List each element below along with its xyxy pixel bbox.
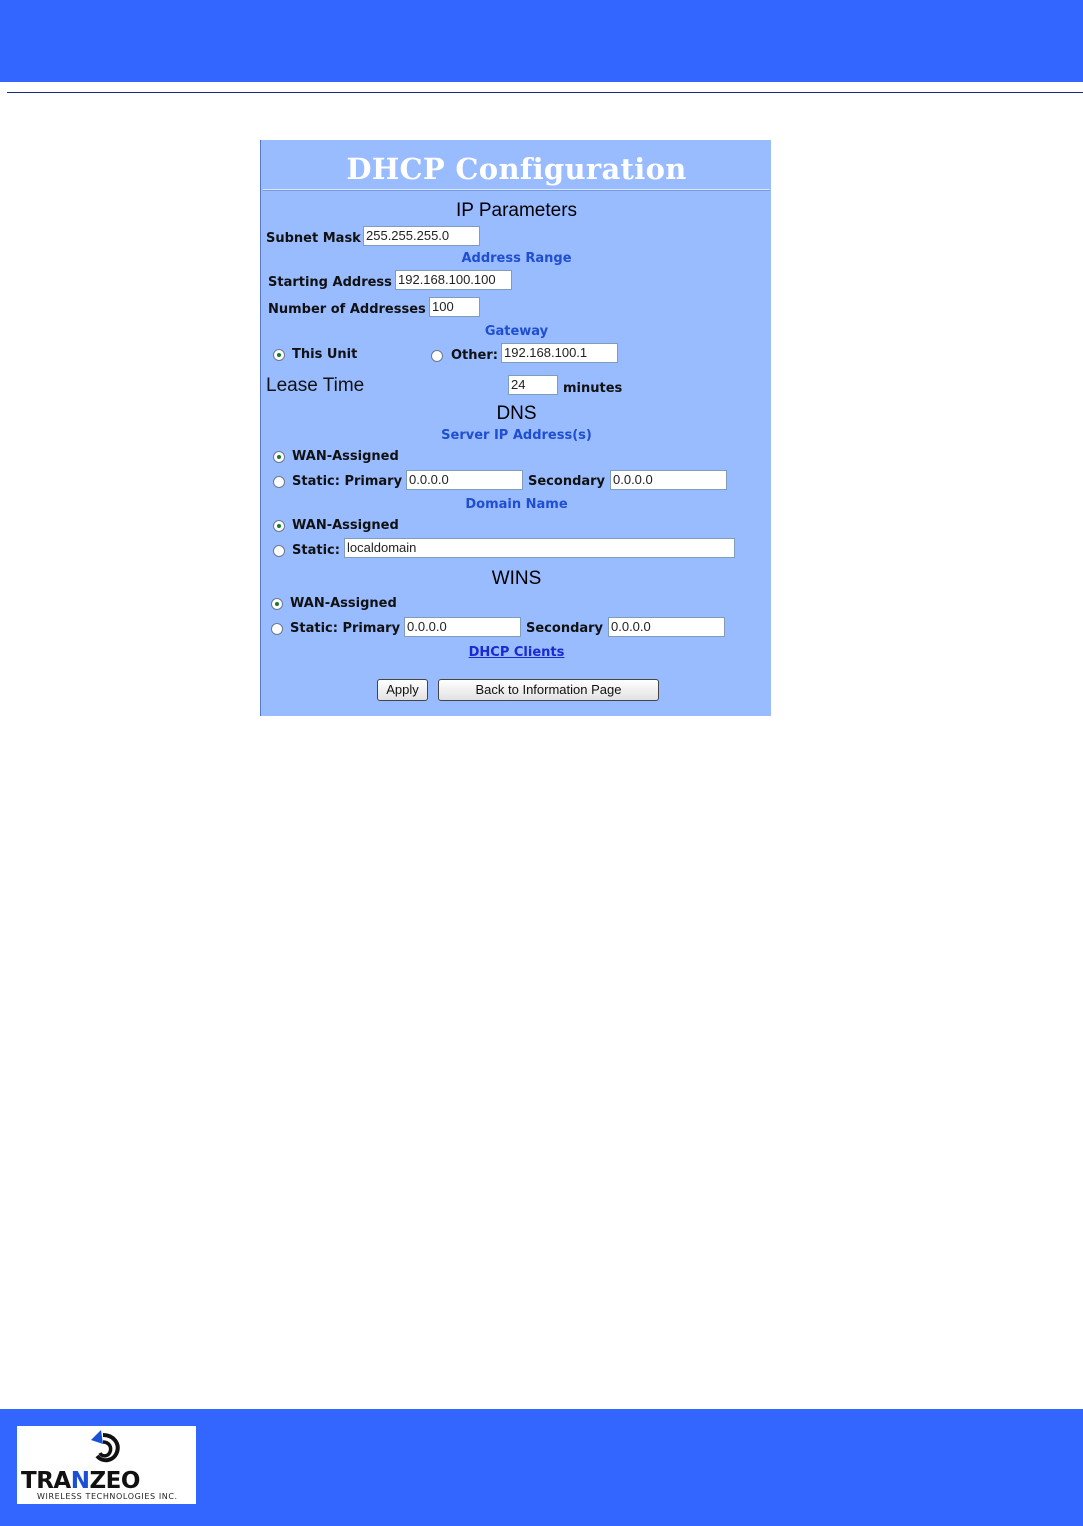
logo-wordmark: TRANZEO <box>21 1468 140 1494</box>
dns-static-primary-label: Static: Primary <box>292 474 403 489</box>
number-of-addresses-label: Number of Addresses <box>268 302 426 317</box>
starting-address-label: Starting Address <box>268 275 392 290</box>
back-to-information-page-button[interactable]: Back to Information Page <box>438 679 659 701</box>
this-unit-label: This Unit <box>292 347 358 362</box>
domain-wan-assigned-label: WAN-Assigned <box>292 518 399 533</box>
other-label: Other: <box>451 348 498 363</box>
wins-secondary-label: Secondary <box>526 621 604 636</box>
dns-wan-assigned-label: WAN-Assigned <box>292 449 399 464</box>
antenna-logo-icon <box>17 1426 196 1470</box>
gateway-heading: Gateway <box>484 324 549 339</box>
wins-heading: WINS <box>491 568 542 589</box>
wins-wan-assigned-radio[interactable] <box>271 598 283 610</box>
dns-secondary-input[interactable]: 0.0.0.0 <box>610 470 727 490</box>
title-divider <box>263 189 770 191</box>
header-band <box>0 0 1083 82</box>
domain-wan-assigned-radio[interactable] <box>273 520 285 532</box>
dns-primary-input[interactable]: 0.0.0.0 <box>406 470 523 490</box>
lease-time-unit: minutes <box>563 381 623 396</box>
dns-static-radio[interactable] <box>273 476 285 488</box>
lease-time-label: Lease Time <box>266 375 365 396</box>
lease-time-input[interactable]: 24 <box>508 375 558 395</box>
wins-primary-input[interactable]: 0.0.0.0 <box>404 617 521 637</box>
dhcp-clients-link[interactable]: DHCP Clients <box>468 645 565 660</box>
gateway-other-input[interactable]: 192.168.100.1 <box>501 343 618 363</box>
dns-secondary-label: Secondary <box>528 474 606 489</box>
wins-secondary-input[interactable]: 0.0.0.0 <box>608 617 725 637</box>
address-range-heading: Address Range <box>461 251 572 266</box>
wins-wan-assigned-label: WAN-Assigned <box>290 596 397 611</box>
dhcp-configuration-panel <box>260 140 771 716</box>
page-title: DHCP Configuration <box>346 152 687 186</box>
wins-static-primary-label: Static: Primary <box>290 621 401 636</box>
server-ip-heading: Server IP Address(s) <box>441 428 592 443</box>
wins-static-radio[interactable] <box>271 623 283 635</box>
number-of-addresses-input[interactable]: 100 <box>429 297 480 317</box>
tranzeo-logo <box>17 1426 196 1504</box>
dns-wan-assigned-radio[interactable] <box>273 451 285 463</box>
dns-heading: DNS <box>496 403 537 424</box>
subnet-mask-label: Subnet Mask <box>266 231 361 246</box>
gateway-this-unit-radio[interactable] <box>273 349 285 361</box>
subnet-mask-input[interactable]: 255.255.255.0 <box>363 226 480 246</box>
domain-static-label: Static: <box>292 543 340 558</box>
domain-name-heading: Domain Name <box>465 497 568 512</box>
domain-static-radio[interactable] <box>273 545 285 557</box>
domain-name-input[interactable]: localdomain <box>344 538 735 558</box>
apply-button[interactable]: Apply <box>377 679 428 701</box>
gateway-other-radio[interactable] <box>431 350 443 362</box>
header-divider <box>7 92 1083 93</box>
logo-tagline: WIRELESS TECHNOLOGIES INC. <box>37 1492 178 1501</box>
starting-address-input[interactable]: 192.168.100.100 <box>395 270 512 290</box>
ip-parameters-heading: IP Parameters <box>455 200 578 221</box>
